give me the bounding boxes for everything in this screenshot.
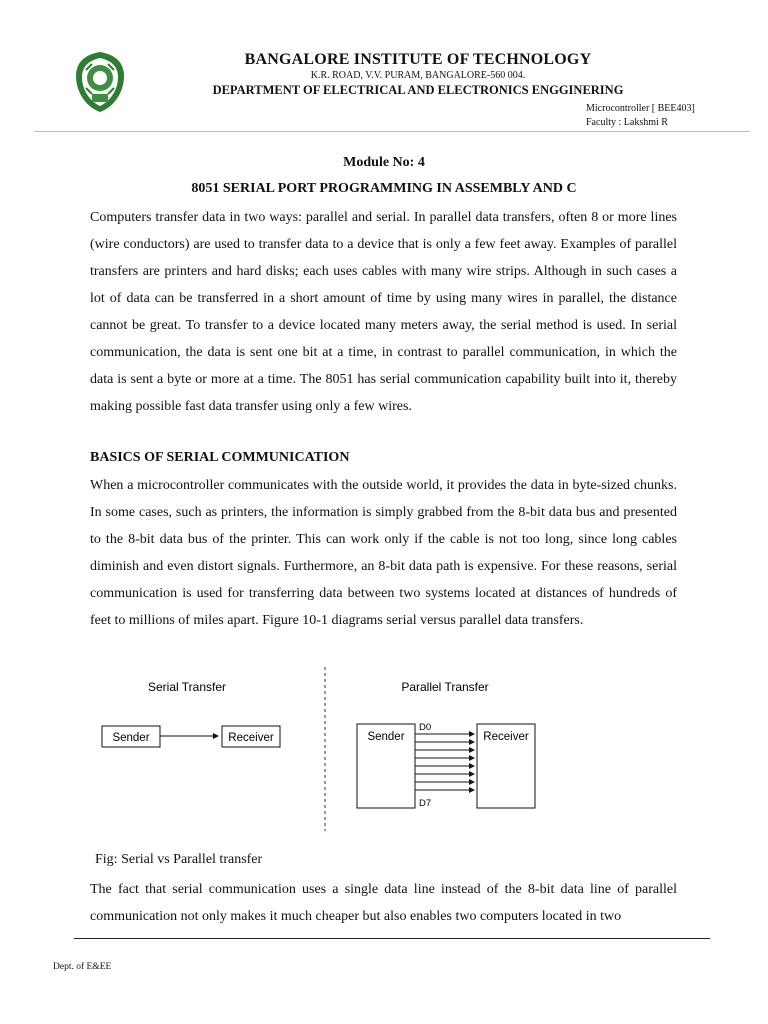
intro-paragraph: Computers transfer data in two ways: parallel and serial. In parallel data transfers, often 8 or more lines (wire conductors) are used to transfer data to a device that is only a few feet away. Examples of parallel transfers are printers and hard disks; each uses cables with many wire strips. Although in such cases a lot of data can be transferred in a short amount of time by using many wires in parallel, the distance cannot be great. To transfer to a device located many meters away, the serial method is used. In serial communication, the data is sent one bit at a time, in contrast to parallel communication, in which the data is sent a byte or more at a time. The 8051 has serial communication capability built into it, thereby making possible fast data transfer using only a few wires.	[90, 210, 677, 414]
closing-paragraph: The fact that serial communication uses a single data line instead of the 8-bit data line of parallel communication not only makes it much cheaper but also enables two computers located in two	[90, 882, 677, 924]
institute-address: K.R. ROAD, V.V. PURAM, BANGALORE-560 004.	[310, 70, 526, 81]
d7-label: D7	[419, 798, 432, 809]
parallel-receiver-label: Receiver	[483, 731, 529, 743]
figure-caption: Fig: Serial vs Parallel transfer	[95, 852, 263, 867]
footer-department: Dept. of E&EE	[53, 962, 112, 972]
footer-divider	[74, 938, 710, 939]
parallel-sender-label: Sender	[367, 731, 405, 743]
serial-parallel-figure	[90, 665, 550, 835]
section-heading: BASICS OF SERIAL COMMUNICATION	[90, 450, 350, 465]
serial-receiver-label: Receiver	[228, 732, 274, 744]
basics-paragraph: When a microcontroller communicates with the outside world, it provides the data in byte-sized chunks. In some cases, such as printers, the information is simply grabbed from the 8-bit data bus and presented to the 8-bit data bus of the printer. This can work only if the cable is not too long, since long cables diminish and even distort signals. Furthermore, an 8-bit data path is expensive. For these reasons, serial communication is used for transferring data between two systems located at distances of hundreds of feet to millions of miles apart. Figure 10-1 diagrams serial versus parallel data transfers.	[90, 478, 677, 628]
serial-sender-label: Sender	[112, 732, 150, 744]
parallel-transfer-title: Parallel Transfer	[401, 680, 489, 694]
department-name: DEPARTMENT OF ELECTRICAL AND ELECTRONICS ENGGINERING	[212, 83, 624, 97]
parallel-data-lines	[415, 734, 474, 790]
module-number: Module No: 4	[343, 155, 425, 170]
serial-transfer-title: Serial Transfer	[147, 680, 227, 694]
header-divider	[34, 131, 750, 132]
d0-label: D0	[419, 722, 432, 733]
course-code: Microcontroller [ BEE403]	[586, 103, 695, 114]
course-info	[586, 102, 695, 130]
document-title: 8051 SERIAL PORT PROGRAMMING IN ASSEMBLY AND C	[191, 181, 577, 196]
institute-name: BANGALORE INSTITUTE OF TECHNOLOGY	[244, 51, 592, 68]
faculty-name: Faculty : Lakshmi R	[586, 117, 668, 128]
institute-logo	[72, 50, 128, 114]
